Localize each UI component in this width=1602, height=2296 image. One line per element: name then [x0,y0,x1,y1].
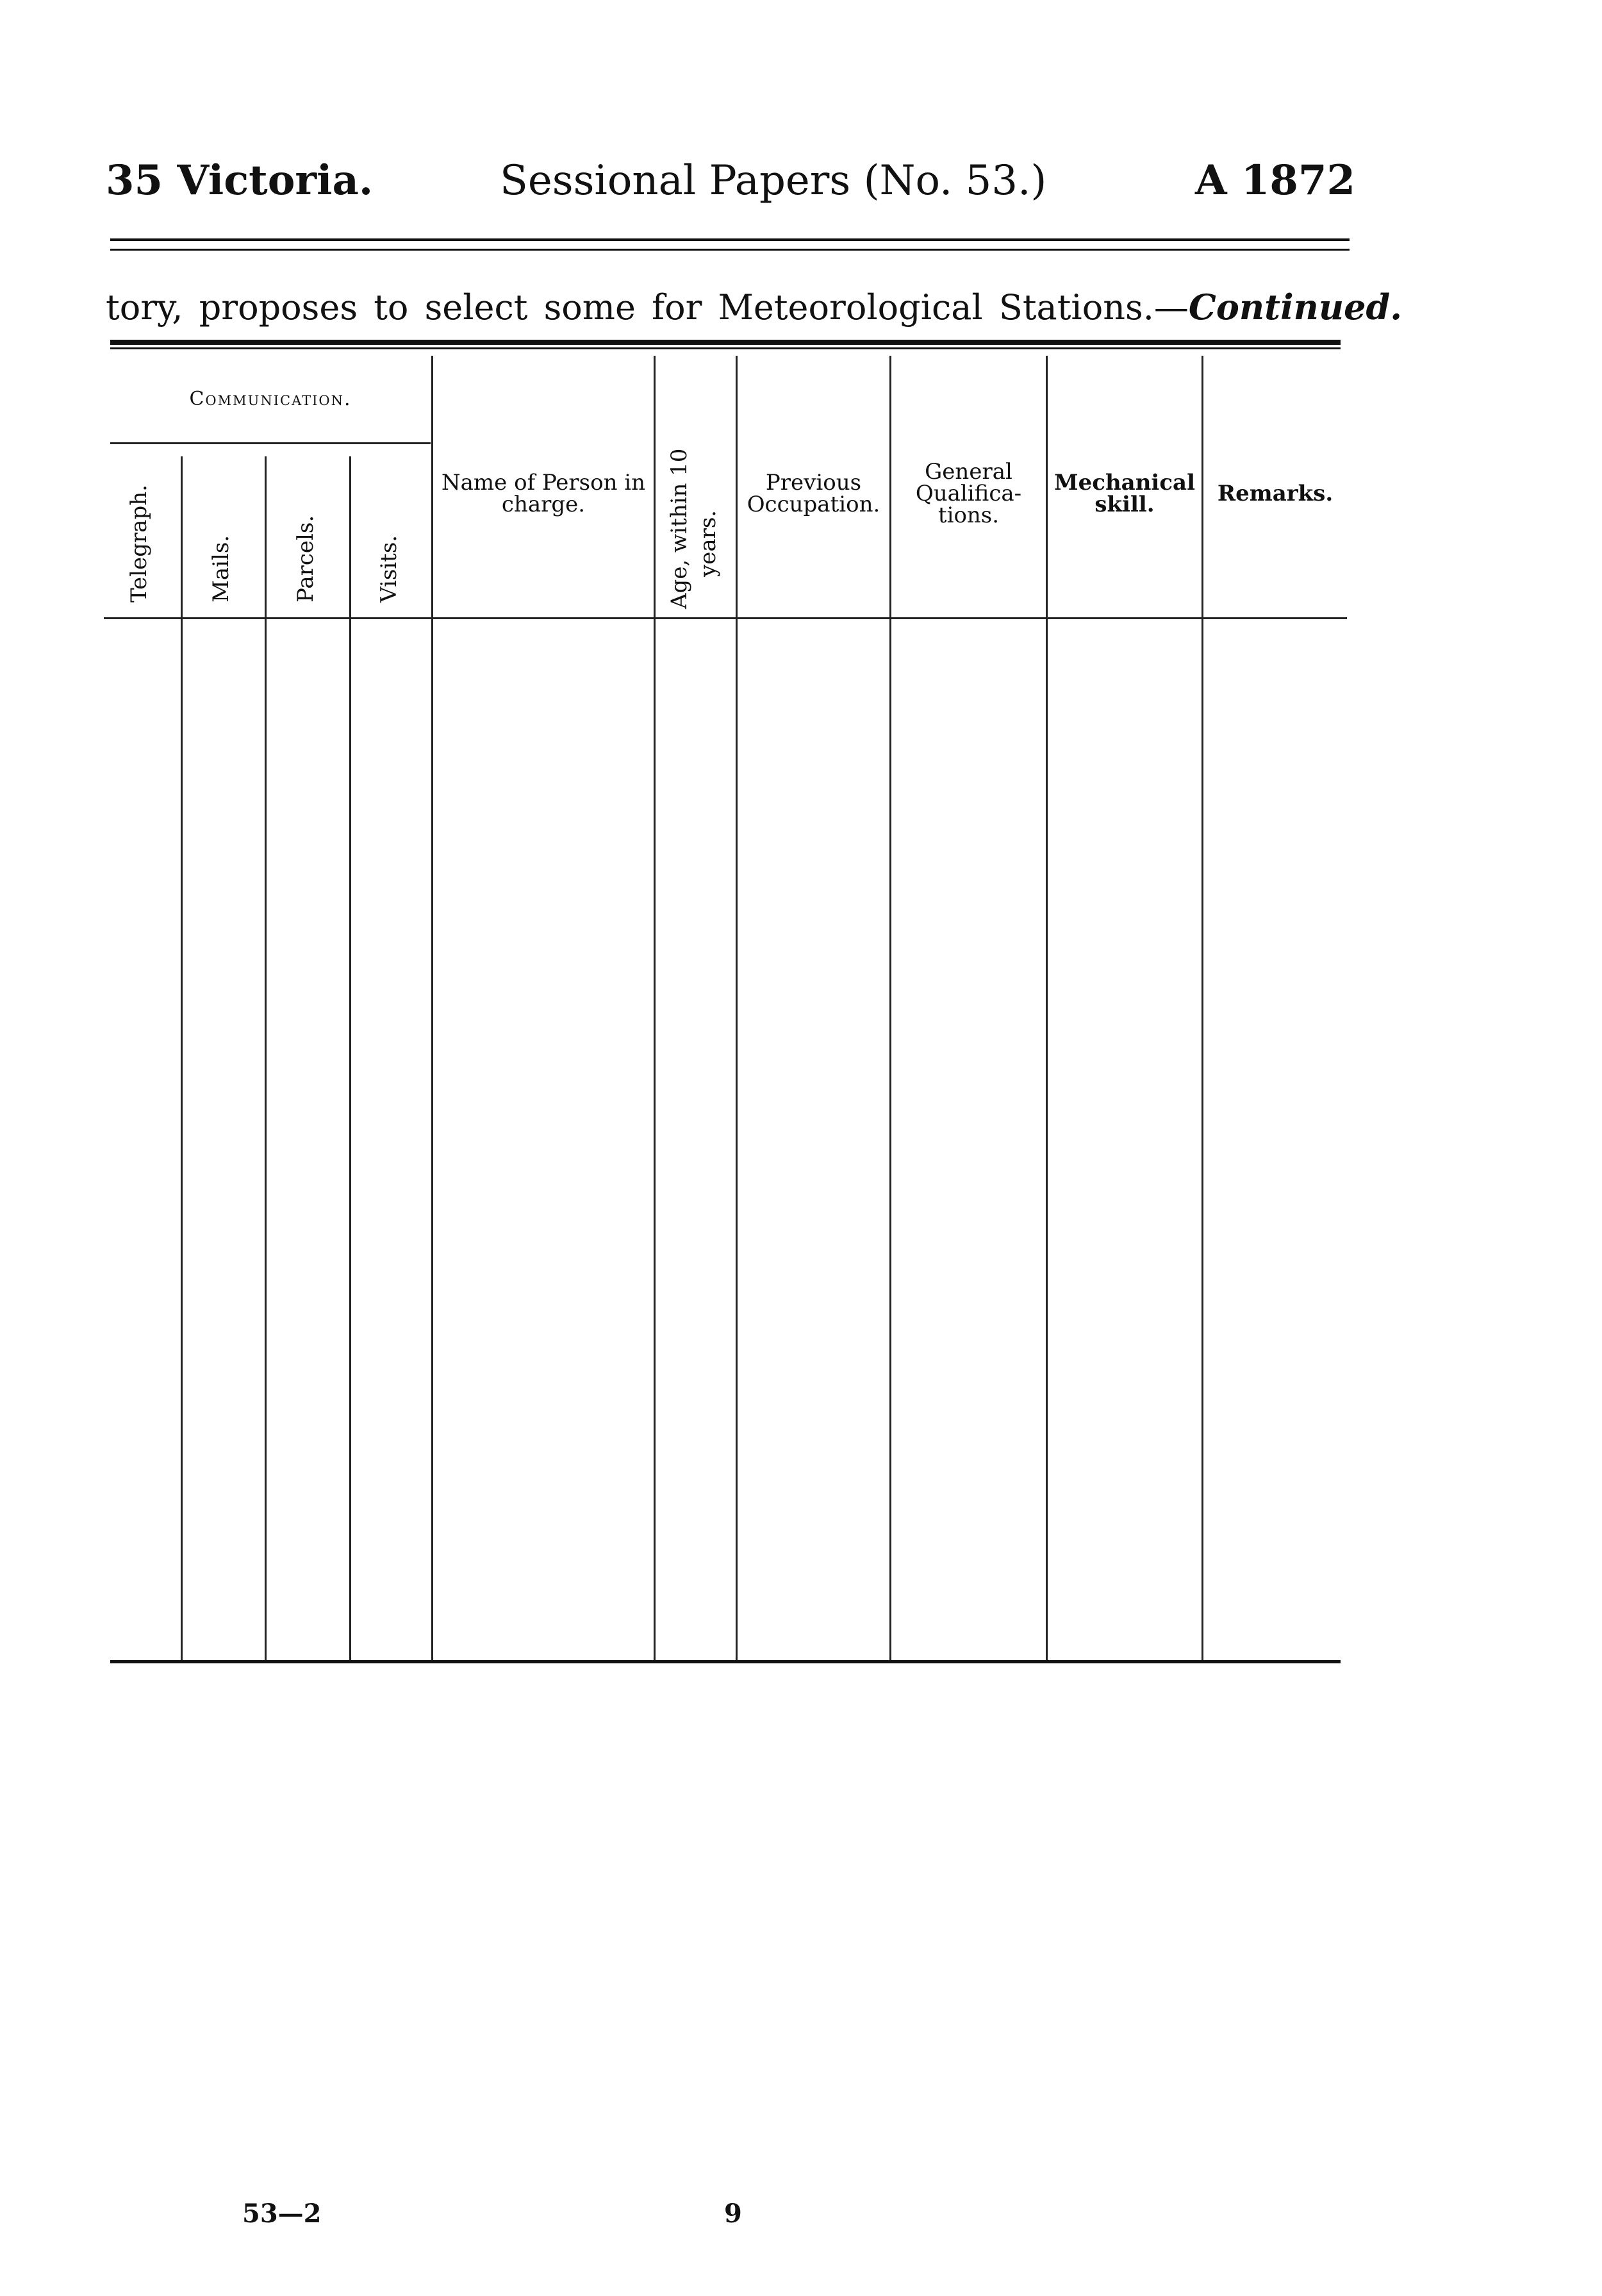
column-mails: Mails. [208,535,234,603]
column-divider [265,456,267,1661]
column-visits: Visits. [376,535,402,603]
column-divider [1046,356,1048,1661]
column-age: Age, within 10 [666,448,692,609]
header-rule [110,238,1350,241]
column-telegraph: Telegraph. [126,485,152,603]
header-year: A 1872 [1194,156,1355,204]
column-previous-occupation: Previous Occupation. [747,470,880,517]
column-divider [654,356,656,1661]
column-general-qualifications: General Qualifica- tions. [915,459,1022,528]
table-top-rule [110,340,1341,345]
column-remarks: Remarks. [1217,481,1334,506]
column-divider [1202,356,1203,1661]
page-number: 9 [724,2199,742,2229]
column-divider [736,356,738,1661]
table-caption-continued: Continued. [1188,287,1403,328]
table-top-rule-thin [110,347,1341,349]
table-caption [106,287,1403,328]
table-bottom-rule [110,1660,1341,1663]
column-person-in-charge: Name of Person in charge. [441,470,646,517]
communication-group-heading: Communication. [189,388,352,410]
header-title: Sessional Papers (No. 53.) [500,157,1047,204]
column-divider [431,356,433,1661]
column-mechanical-skill: Mechanical skill. [1053,470,1195,517]
header-bottom-rule [104,617,1347,619]
column-divider [181,456,183,1661]
column-parcels: Parcels. [293,515,318,603]
header-session: 35 Victoria. [106,156,374,204]
column-divider [889,356,891,1661]
printer-signature: 53—2 [242,2199,322,2229]
column-age-years: years. [695,510,721,577]
table-caption-text: tory, proposes to select some for Meteorological Stations.— [106,287,1189,328]
header-rule-secondary [110,249,1350,251]
column-divider [349,456,351,1661]
group-heading-rule [110,442,431,444]
